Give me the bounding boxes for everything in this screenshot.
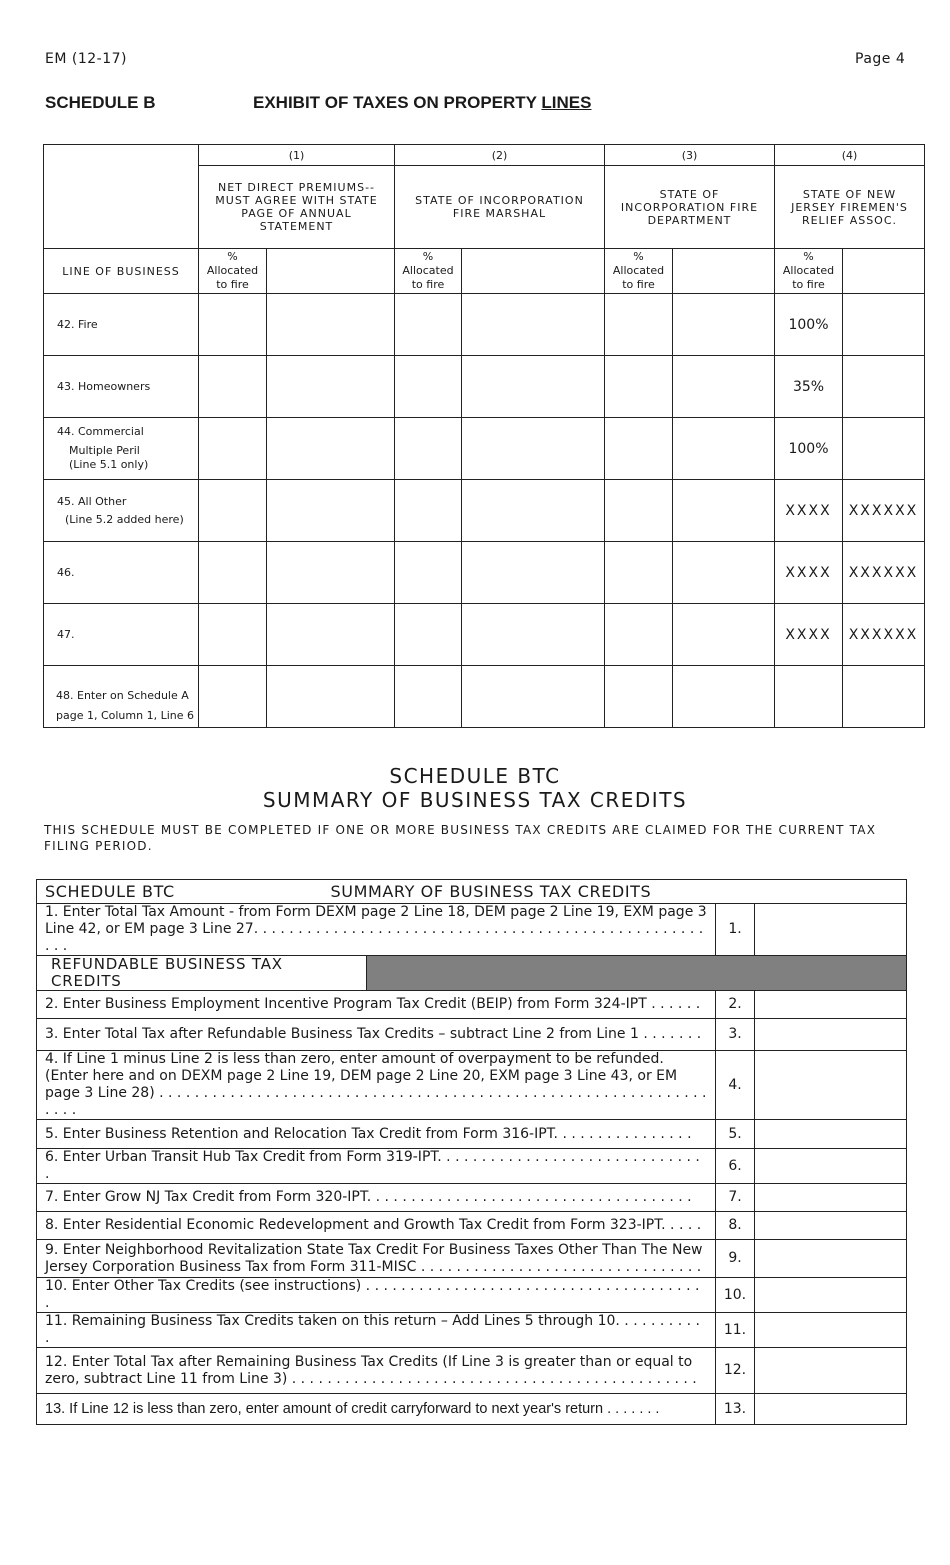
entry-cell[interactable] — [462, 542, 605, 604]
line-label-text: 46. — [57, 566, 75, 579]
relief-assoc-pct: 100% — [775, 418, 843, 480]
entry-cell[interactable] — [673, 604, 775, 666]
entry-cell[interactable] — [605, 542, 673, 604]
entry-cell[interactable] — [673, 666, 775, 728]
entry-cell[interactable] — [673, 542, 775, 604]
line-label-sub: page 1, Column 1, Line 6 — [56, 709, 194, 722]
line-label-sub: (Line 5.1 only) — [69, 458, 149, 471]
line-label — [44, 542, 199, 604]
btc-header-right: SUMMARY OF BUSINESS TAX CREDITS — [330, 882, 652, 901]
table-row — [44, 480, 925, 542]
btc-line-value[interactable] — [755, 904, 907, 956]
relief-assoc-pct: XXXX — [775, 604, 843, 666]
entry-cell[interactable] — [267, 666, 395, 728]
line-label — [44, 418, 199, 480]
entry-cell[interactable] — [395, 356, 462, 418]
line-label — [44, 604, 199, 666]
line-label-text: 44. Commercial — [57, 425, 144, 438]
schedule-b-title-text: EXHIBIT OF TAXES ON PROPERTY — [253, 93, 542, 112]
pct-allocated-header-2 — [395, 249, 462, 294]
pct-allocated-header-3 — [605, 249, 673, 294]
pct-line-1: Allocated — [402, 264, 454, 277]
amount-header-1 — [267, 249, 395, 294]
table-row — [44, 604, 925, 666]
btc-line-value[interactable] — [755, 1051, 907, 1120]
pct-symbol: % — [422, 250, 434, 263]
btc-line-number: 5. — [716, 1120, 755, 1149]
btc-line-number: 6. — [716, 1149, 755, 1184]
table-row — [37, 1313, 907, 1348]
btc-line-number: 4. — [716, 1051, 755, 1120]
entry-cell[interactable] — [605, 604, 673, 666]
entry-cell[interactable] — [267, 294, 395, 356]
pct-line-2: to fire — [622, 278, 655, 291]
entry-cell[interactable] — [843, 356, 925, 418]
btc-line-number: 8. — [716, 1212, 755, 1240]
btc-line-text: 10. Enter Other Tax Credits (see instructions) . . . . . . . . . . . . . . . . . . . . . . . . . . . . . . . . . . . . . . . — [37, 1278, 716, 1313]
header-corner-cell — [44, 145, 199, 249]
table-row — [37, 1019, 907, 1051]
btc-line-number: 9. — [716, 1240, 755, 1278]
btc-line-number: 2. — [716, 991, 755, 1019]
col-number-2: (2) — [395, 145, 605, 166]
schedule-btc-subtitle: SUMMARY OF BUSINESS TAX CREDITS — [262, 788, 688, 812]
pct-line-2: to fire — [411, 278, 445, 291]
gray-shaded-bar — [367, 956, 907, 991]
schedule-b-title — [253, 93, 591, 113]
btc-line-value[interactable] — [755, 1240, 907, 1278]
entry-cell[interactable] — [843, 294, 925, 356]
relief-assoc-amount: XXXXXX — [843, 604, 925, 666]
btc-line-text: 6. Enter Urban Transit Hub Tax Credit from Form 319-IPT. . . . . . . . . . . . . . . . . . . . . . . . . . . . . . . — [37, 1149, 716, 1184]
entry-cell[interactable] — [267, 356, 395, 418]
col-title-3: STATE OF INCORPORATION FIRE DEPARTMENT — [605, 166, 775, 249]
btc-line-text: 12. Enter Total Tax after Remaining Business Tax Credits (If Line 3 is greater than or equal to zero, subtract Line 11 from Line 3) . . . . . . . . . . . . . . . . . . . . . . . . . . . . . . . . . . . . . . . . . . . . . . — [37, 1348, 716, 1394]
table-row — [37, 991, 907, 1019]
btc-line-text: 8. Enter Residential Economic Redevelopment and Growth Tax Credit from Form 323-IPT. . . . . — [37, 1212, 716, 1240]
entry-cell[interactable] — [199, 294, 267, 356]
btc-line-number: 12. — [716, 1348, 755, 1394]
entry-cell[interactable] — [267, 418, 395, 480]
entry-cell[interactable] — [395, 480, 462, 542]
pct-allocated-header-1 — [199, 249, 267, 294]
amount-header-2 — [462, 249, 605, 294]
pct-allocated-header-4 — [775, 249, 843, 294]
schedule-btc-title: SCHEDULE BTC — [389, 764, 561, 788]
btc-line-number: 10. — [716, 1278, 755, 1313]
entry-cell[interactable] — [395, 666, 462, 728]
entry-cell[interactable] — [395, 418, 462, 480]
col-title-1: NET DIRECT PREMIUMS--MUST AGREE WITH STATE PAGE OF ANNUAL STATEMENT — [199, 166, 395, 249]
pct-line-1: Allocated — [782, 264, 835, 277]
btc-line-number: 7. — [716, 1184, 755, 1212]
schedule-btc-table — [36, 879, 907, 1425]
line-label-sub: (Line 5.2 added here) — [65, 512, 184, 526]
entry-cell[interactable] — [199, 356, 267, 418]
table-row — [37, 1120, 907, 1149]
pct-line-2: to fire — [216, 278, 249, 291]
entry-cell[interactable] — [462, 480, 605, 542]
table-row — [44, 542, 925, 604]
form-id: EM (12-17) — [45, 51, 127, 67]
table-row — [37, 1149, 907, 1184]
line-of-business-header: LINE OF BUSINESS — [44, 249, 199, 294]
entry-cell[interactable] — [673, 356, 775, 418]
line-label-sub: Multiple Peril — [69, 444, 140, 457]
btc-line-value[interactable] — [755, 1212, 907, 1240]
entry-cell[interactable] — [673, 294, 775, 356]
entry-cell[interactable] — [267, 480, 395, 542]
schedule-b-label: SCHEDULE B — [45, 93, 156, 112]
entry-cell[interactable] — [395, 542, 462, 604]
relief-assoc-pct: XXXX — [775, 542, 843, 604]
relief-assoc-amount: XXXXXX — [843, 542, 925, 604]
line-label — [44, 356, 199, 418]
entry-cell[interactable] — [267, 542, 395, 604]
entry-cell[interactable] — [199, 604, 267, 666]
entry-cell[interactable] — [267, 604, 395, 666]
line-label — [44, 666, 199, 728]
btc-line-number: 1. — [716, 904, 755, 956]
line-label-text: 45. All Other — [57, 494, 127, 508]
btc-line-text: 9. Enter Neighborhood Revitalization State Tax Credit For Business Taxes Other Than The New Jersey Corporation Business Tax from Form 311-MISC . . . . . . . . . . . . . . . . . . . . . . . . . . . . . . . . — [37, 1240, 716, 1278]
amount-header-4 — [843, 249, 925, 294]
entry-cell[interactable] — [775, 666, 843, 728]
table-row — [44, 356, 925, 418]
table-row — [37, 1278, 907, 1313]
btc-line-number: 11. — [716, 1313, 755, 1348]
line-label — [44, 480, 199, 542]
table-row — [37, 904, 907, 956]
line-label-text: 43. Homeowners — [57, 380, 151, 393]
line-label-text: 42. Fire — [57, 318, 98, 331]
pct-symbol: % — [803, 250, 814, 263]
btc-header-left: SCHEDULE BTC — [45, 882, 175, 901]
table-row — [44, 418, 925, 480]
table-row — [37, 1240, 907, 1278]
refundable-credits-header: REFUNDABLE BUSINESS TAX CREDITS — [37, 956, 367, 991]
entry-cell[interactable] — [673, 418, 775, 480]
relief-assoc-pct: 35% — [775, 356, 843, 418]
entry-cell[interactable] — [605, 480, 673, 542]
line-label-text: 48. Enter on Schedule A — [56, 689, 189, 702]
entry-cell[interactable] — [605, 666, 673, 728]
pct-line-1: Allocated — [612, 264, 665, 277]
entry-cell[interactable] — [843, 418, 925, 480]
entry-cell[interactable] — [605, 356, 673, 418]
btc-line-value[interactable] — [755, 1278, 907, 1313]
entry-cell[interactable] — [462, 418, 605, 480]
btc-line-value[interactable] — [755, 991, 907, 1019]
col-title-2: STATE OF INCORPORATION FIRE MARSHAL — [395, 166, 605, 249]
col-number-3: (3) — [605, 145, 775, 166]
btc-line-text: 11. Remaining Business Tax Credits taken on this return – Add Lines 5 through 10. . . . . . . . . . . — [37, 1313, 716, 1348]
schedule-b-title-underlined: LINES — [541, 93, 592, 112]
btc-line-number: 13. — [716, 1394, 755, 1425]
line-label — [44, 294, 199, 356]
btc-line-value[interactable] — [755, 1313, 907, 1348]
btc-line-text: 3. Enter Total Tax after Refundable Business Tax Credits – subtract Line 2 from Line 1 . . . . . . . — [37, 1019, 716, 1051]
btc-line-value[interactable] — [755, 1184, 907, 1212]
relief-assoc-pct: XXXX — [775, 480, 843, 542]
btc-line-value[interactable] — [755, 1149, 907, 1184]
entry-cell[interactable] — [199, 542, 267, 604]
entry-cell[interactable] — [462, 604, 605, 666]
col-number-1: (1) — [199, 145, 395, 166]
btc-line-value[interactable] — [755, 1394, 907, 1425]
btc-line-text: 4. If Line 1 minus Line 2 is less than zero, enter amount of overpayment to be refunded. (Enter here and on DEXM page 2 Line 19, DEM page 2 Line 20, EXM page 3 Line 43, or EM page 3 Line 28) . . . . . . . . . . . . . . . . . . . . . . . . . . . . . . . . . . . . . . . . . . . . . . . . . . . . . . . . . . . . . . . . . . — [37, 1051, 716, 1120]
entry-cell[interactable] — [199, 480, 267, 542]
table-row — [44, 666, 925, 728]
btc-line-text: 1. Enter Total Tax Amount - from Form DEXM page 2 Line 18, DEM page 2 Line 19, EXM page 3 Line 42, or EM page 3 Line 27. . . . . . . . . . . . . . . . . . . . . . . . . . . . . . . . . . . . . . . . . . . . . . . . . . . . . . — [37, 904, 716, 956]
pct-line-1: Allocated — [206, 264, 259, 277]
entry-cell[interactable] — [605, 418, 673, 480]
entry-cell[interactable] — [395, 294, 462, 356]
btc-line-value[interactable] — [755, 1348, 907, 1394]
btc-table-header — [37, 880, 907, 904]
amount-header-3 — [673, 249, 775, 294]
entry-cell[interactable] — [199, 666, 267, 728]
col-title-4: STATE OF NEW JERSEY FIREMEN'S RELIEF ASSOC. — [775, 166, 925, 249]
btc-line-text: 2. Enter Business Employment Incentive Program Tax Credit (BEIP) from Form 324-IPT . . . . . . — [37, 991, 716, 1019]
btc-line-value[interactable] — [755, 1019, 907, 1051]
relief-assoc-pct: 100% — [775, 294, 843, 356]
schedule-btc-note: THIS SCHEDULE MUST BE COMPLETED IF ONE OR MORE BUSINESS TAX CREDITS ARE CLAIMED FOR THE CURRENT TAX FILING PERIOD. — [44, 823, 877, 853]
col-number-4: (4) — [775, 145, 925, 166]
entry-cell[interactable] — [673, 480, 775, 542]
schedule-b-table — [43, 144, 925, 728]
entry-cell[interactable] — [462, 356, 605, 418]
btc-line-value[interactable] — [755, 1120, 907, 1149]
table-row — [37, 1051, 907, 1120]
table-row — [37, 1348, 907, 1394]
pct-line-2: to fire — [792, 278, 825, 291]
btc-line-text: 7. Enter Grow NJ Tax Credit from Form 320-IPT. . . . . . . . . . . . . . . . . . . . . . . . . . . . . . . . . . . . . — [37, 1184, 716, 1212]
entry-cell[interactable] — [199, 418, 267, 480]
entry-cell[interactable] — [843, 666, 925, 728]
entry-cell[interactable] — [395, 604, 462, 666]
table-row — [37, 1394, 907, 1425]
btc-line-text: 5. Enter Business Retention and Relocation Tax Credit from Form 316-IPT. . . . . . . . . . . . . . . . — [37, 1120, 716, 1149]
pct-symbol: % — [633, 250, 644, 263]
line-label-text: 47. — [57, 628, 75, 641]
pct-symbol: % — [227, 250, 238, 263]
table-row — [37, 1184, 907, 1212]
relief-assoc-amount: XXXXXX — [843, 480, 925, 542]
entry-cell[interactable] — [462, 294, 605, 356]
page-number: Page 4 — [855, 51, 906, 67]
entry-cell[interactable] — [462, 666, 605, 728]
btc-line-number: 3. — [716, 1019, 755, 1051]
btc-line-text: 13. If Line 12 is less than zero, enter amount of credit carryforward to next year's return . . . . . . . — [37, 1394, 716, 1425]
table-row — [37, 1212, 907, 1240]
table-row — [44, 294, 925, 356]
entry-cell[interactable] — [605, 294, 673, 356]
